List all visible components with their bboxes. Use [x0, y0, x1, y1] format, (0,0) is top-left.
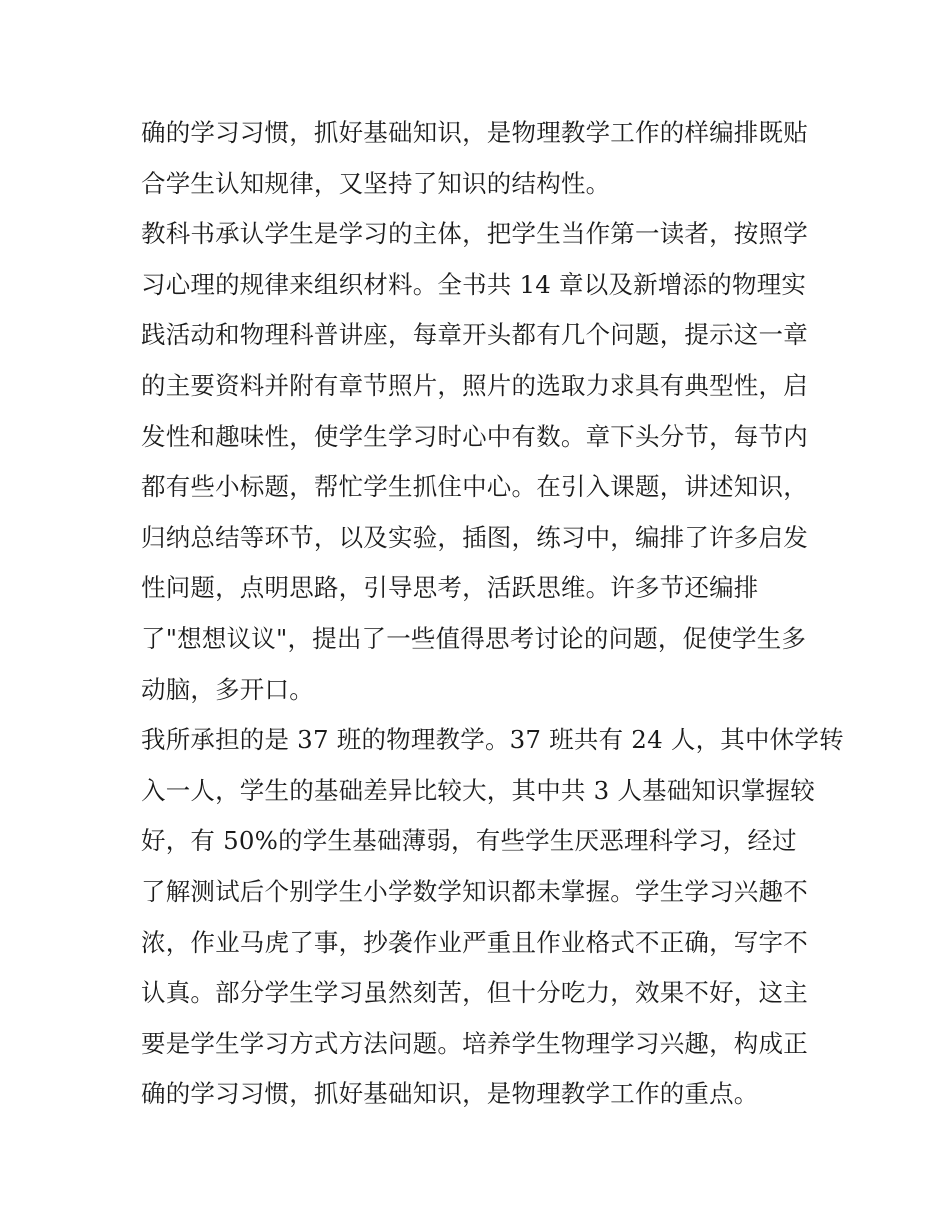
text-line: 我所承担的是 37 班的物理教学。37 班共有 24 人，其中休学转 [141, 725, 844, 755]
text-line: 性问题，点明思路，引导思考，活跃思维。许多节还编排 [141, 573, 759, 603]
text-line: 浓，作业马虎了事，抄袭作业严重且作业格式不正确，写字不 [141, 927, 808, 957]
text-line: 确的学习习惯，抓好基础知识，是物理教学工作的样编排既贴 [141, 118, 808, 147]
text-line: 教科书承认学生是学习的主体，把学生当作第一读者，按照学 [141, 219, 808, 249]
body-text [141, 108, 844, 1120]
text-line: 入一人，学生的基础差异比较大，其中共 3 人基础知识掌握较 [141, 775, 815, 805]
text-line: 认真。部分学生学习虽然刻苦，但十分吃力，效果不好，这主 [141, 978, 808, 1008]
text-line: 了解测试后个别学生小学数学知识都未掌握。学生学习兴趣不 [141, 876, 808, 906]
text-line: 归纳总结等环节，以及实验，插图，练习中，编排了许多启发 [141, 522, 808, 552]
text-line: 的主要资料并附有章节照片，照片的选取力求具有典型性，启 [141, 370, 808, 400]
text-line: 践活动和物理科普讲座，每章开头都有几个问题，提示这一章 [141, 320, 808, 350]
text-line: 确的学习习惯，抓好基础知识，是物理教学工作的重点。 [141, 1079, 759, 1109]
text-line: 动脑，多开口。 [141, 674, 314, 704]
text-line: 都有些小标题，帮忙学生抓住中心。在引入课题，讲述知识， [141, 472, 808, 502]
text-line: 了"想想议议"，提出了一些值得思考讨论的问题，促使学生多 [141, 623, 807, 653]
text-line: 发性和趣味性，使学生学习时心中有数。章下头分节，每节内 [141, 421, 808, 451]
text-line: 习心理的规律来组织材料。全书共 14 章以及新增添的物理实 [141, 269, 807, 299]
text-line: 好，有 50%的学生基础薄弱，有些学生厌恶理科学习，经过 [141, 826, 797, 856]
text-line: 要是学生学习方式方法问题。培养学生物理学习兴趣，构成正 [141, 1028, 808, 1058]
text-line: 合学生认知规律，又坚持了知识的结构性。 [141, 168, 611, 198]
